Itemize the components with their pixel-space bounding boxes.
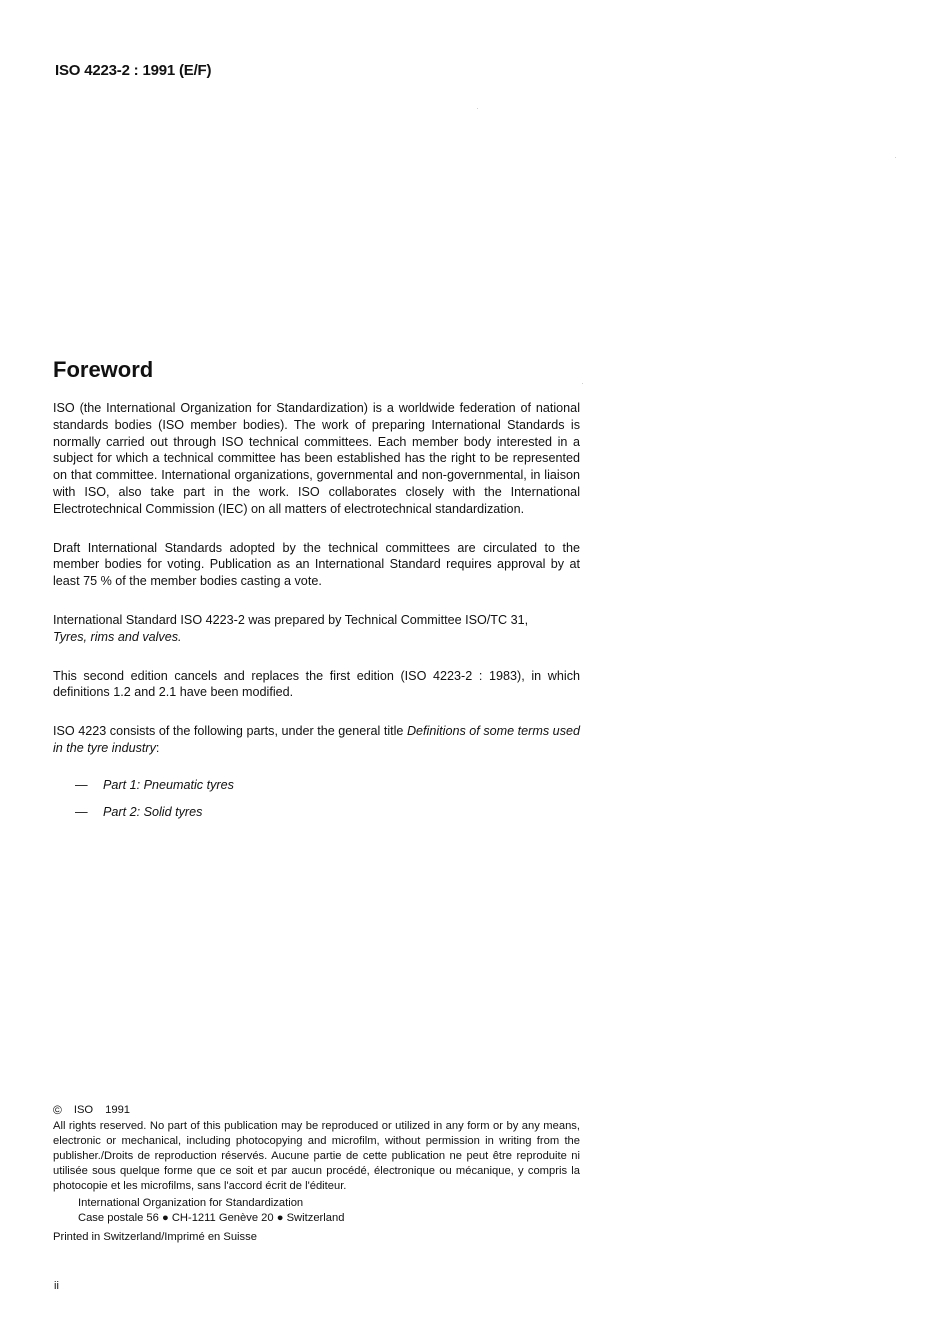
- foreword-section: [53, 357, 580, 830]
- copyright-block: [53, 1103, 580, 1245]
- rights-statement: All rights reserved. No part of this publication may be reproduced or utilized in any form or by any means, electronic or mechanical, including photocopying and microfilm, without permission in writing from the publisher./Droits de reproduction réservés. Aucune partie de cette publication ne peut être reproduite ni utilisée sous quelque forme que ce soit et par aucun procédé, électronique ou mécanique, y compris la photocopie et les microfilms, sans l'accord écrit de l'éditeur.: [53, 1120, 580, 1192]
- part-title: Part 2: Solid tyres: [103, 804, 203, 819]
- organization-name: International Organization for Standardization: [78, 1197, 304, 1209]
- list-item: [53, 804, 580, 821]
- printed-in: Printed in Switzerland/Imprimé en Suisse: [53, 1231, 257, 1243]
- foreword-paragraph-drafts: Draft International Standards adopted by the technical committees are circulated to the member bodies for voting. Publication as an International Standard requires approval by at least 75 % of the member bodies casting a vote.: [53, 540, 580, 589]
- committee-title: Tyres, rims and valves.: [53, 629, 182, 644]
- scan-speck: [895, 157, 896, 158]
- foreword-heading: Foreword: [53, 357, 154, 382]
- parts-general-title: Definitions of some terms used in the tyre industry: [53, 724, 580, 755]
- scan-speck: [582, 383, 583, 384]
- foreword-paragraph-parts: [53, 723, 580, 757]
- foreword-paragraph-prepared: [53, 612, 580, 646]
- dash-bullet: —: [75, 777, 88, 792]
- copyright-year: 1991: [105, 1104, 131, 1116]
- foreword-paragraph-iso: ISO (the International Organization for Standardization) is a worldwide federation of national standards bodies (ISO member bodies). The work of preparing International Standards is normally carried out through ISO technical committees. Each member body interested in a subject for which a technical committee has been established has the right to be represented on that committee. International organizations, governmental and non-governmental, in liaison with ISO, also take part in the work. ISO collaborates closely with the International Electrotechnical Commission (IEC) on all matters of electrotechnical standardization.: [53, 401, 580, 516]
- publisher-address: [53, 1196, 580, 1226]
- copyright-icon: ©: [53, 1103, 62, 1117]
- parts-intro-text: ISO 4223 consists of the following parts, under the general title: [53, 724, 407, 739]
- foreword-paragraph-edition: This second edition cancels and replaces the first edition (ISO 4223-2 : 1983), in which definitions 1.2 and 2.1 have been modified.: [53, 668, 580, 700]
- copyright-line: [53, 1103, 580, 1118]
- dash-bullet: —: [75, 804, 88, 819]
- parts-list: [53, 777, 580, 821]
- part-title: Part 1: Pneumatic tyres: [103, 777, 234, 792]
- list-item: [53, 777, 580, 794]
- prepared-by-text: International Standard ISO 4223-2 was prepared by Technical Committee ISO/TC 31,: [53, 612, 529, 627]
- postal-address: Case postale 56 ● CH-1211 Genève 20 ● Switzerland: [78, 1212, 345, 1224]
- scan-speck: [477, 108, 478, 109]
- copyright-holder: ISO: [73, 1104, 94, 1116]
- document-identifier: ISO 4223-2 : 1991 (E/F): [55, 62, 212, 79]
- page-number: ii: [54, 1280, 59, 1292]
- parts-intro-colon: :: [155, 740, 160, 755]
